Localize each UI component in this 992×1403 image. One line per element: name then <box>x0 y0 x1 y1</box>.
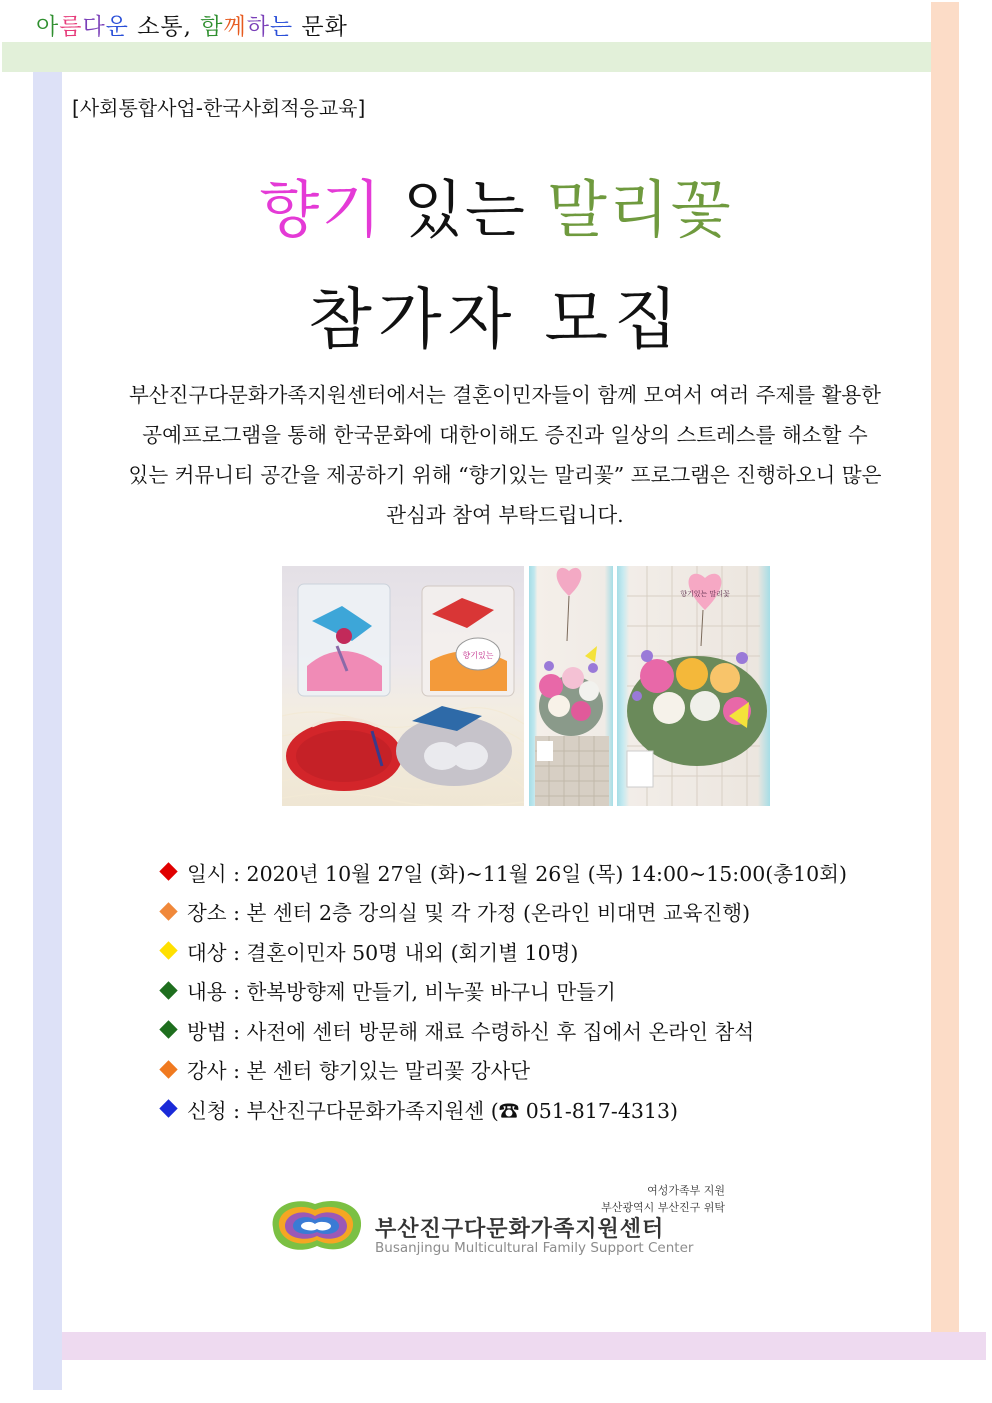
title-word-fragrance: 향기 <box>259 173 384 246</box>
title-word-having: 있는 <box>403 173 527 246</box>
top-green-bar <box>2 42 931 72</box>
sachet-tag-text: 향기있는 <box>462 651 494 660</box>
detail-label: 일시 <box>187 861 227 886</box>
slogan-segment: 함 <box>200 14 224 40</box>
diamond-bullet-icon <box>159 902 177 920</box>
support-ministry: 여성가족부 지원 <box>647 1184 725 1197</box>
detail-text: : 2020년 10월 27일 (화)~11월 26일 (목) 14:00~15:00(총10회) <box>226 861 847 886</box>
intro-line: 관심과 참여 부탁드립니다. <box>386 503 624 527</box>
program-details <box>158 852 847 1129</box>
program-category: [사회통합사업-한국사회적응교육] <box>72 96 366 120</box>
detail-text: : 결혼이민자 50명 내외 (회기별 10명) <box>226 940 579 965</box>
slogan-segment: 름 <box>59 14 83 40</box>
detail-label: 방법 <box>187 1019 227 1044</box>
sachet-photo <box>282 566 524 806</box>
detail-text: : 본 센터 2층 강의실 및 각 가정 (온라인 비대면 교육진행) <box>226 901 751 926</box>
bottom-pink-bar <box>62 1332 986 1360</box>
detail-row <box>158 1050 847 1090</box>
program-photos <box>282 566 770 806</box>
detail-row <box>158 1089 847 1129</box>
flower-basket-photo-small <box>529 566 613 806</box>
detail-label: 장소 <box>187 901 227 926</box>
intro-line: 있는 커뮤니티 공간을 제공하기 위해 “향기있는 말리꽃” 프로그램은 진행하오니 많은 <box>128 463 882 487</box>
slogan-segment: 아 <box>36 14 60 40</box>
slogan-segment: 다 <box>82 14 106 40</box>
flower-basket-illustration-large <box>617 566 770 806</box>
detail-row <box>158 892 847 932</box>
detail-label: 강사 <box>187 1059 227 1084</box>
center-name-ko: 부산진구다문화가족지원센터 <box>375 1217 665 1242</box>
slogan-segment: 문화 <box>293 14 348 40</box>
diamond-bullet-icon <box>159 1021 177 1039</box>
basket-card-text: 향기있는 말리꽃 <box>680 590 730 598</box>
detail-row <box>158 931 847 971</box>
support-city: 부산광역시 부산진구 위탁 <box>601 1201 725 1214</box>
diamond-bullet-icon <box>159 863 177 881</box>
detail-label: 신청 <box>187 1098 227 1123</box>
detail-row <box>158 1010 847 1050</box>
slogan-segment: 소통, <box>128 14 201 40</box>
diamond-bullet-icon <box>159 1060 177 1078</box>
detail-text: : 사전에 센터 방문해 재료 수령하신 후 집에서 온라인 참석 <box>226 1019 755 1044</box>
slogan-segment: 운 <box>105 14 129 40</box>
header-slogan <box>36 8 348 41</box>
center-logo-block <box>265 1180 735 1260</box>
diamond-bullet-icon <box>159 942 177 960</box>
diamond-bullet-icon <box>159 981 177 999</box>
detail-text: : 본 센터 향기있는 말리꽃 강사단 <box>226 1059 531 1084</box>
intro-paragraph <box>80 375 930 535</box>
detail-text: : 부산진구다문화가족지원센 (☎ 051-817-4313) <box>226 1098 678 1123</box>
sachet-illustration <box>282 566 524 806</box>
slogan-segment: 는 <box>269 14 294 40</box>
slogan-segment: 하 <box>246 14 270 40</box>
detail-row <box>158 852 847 892</box>
center-logo-icon <box>265 1194 370 1256</box>
flower-basket-illustration <box>529 566 613 806</box>
center-name-en: Busanjingu Multicultural Family Support Center <box>375 1240 694 1256</box>
intro-line: 공예프로그램을 통해 한국문화에 대한이해도 증진과 일상의 스트레스를 해소할 수 <box>142 423 868 447</box>
detail-text: : 한복방향제 만들기, 비누꽃 바구니 만들기 <box>226 980 616 1005</box>
title-word-jasmine: 말리꽃 <box>546 173 733 246</box>
intro-line: 부산진구다문화가족지원센터에서는 결혼이민자들이 함께 모여서 여러 주제를 활용한 <box>128 383 881 407</box>
page-subtitle: 참가자 모집 <box>308 281 684 358</box>
detail-label: 대상 <box>187 940 227 965</box>
page-title <box>0 160 992 249</box>
slogan-segment: 께 <box>223 14 247 40</box>
detail-row <box>158 971 847 1011</box>
flower-basket-photo-large <box>617 566 770 806</box>
detail-label: 내용 <box>187 980 227 1005</box>
diamond-bullet-icon <box>159 1100 177 1118</box>
